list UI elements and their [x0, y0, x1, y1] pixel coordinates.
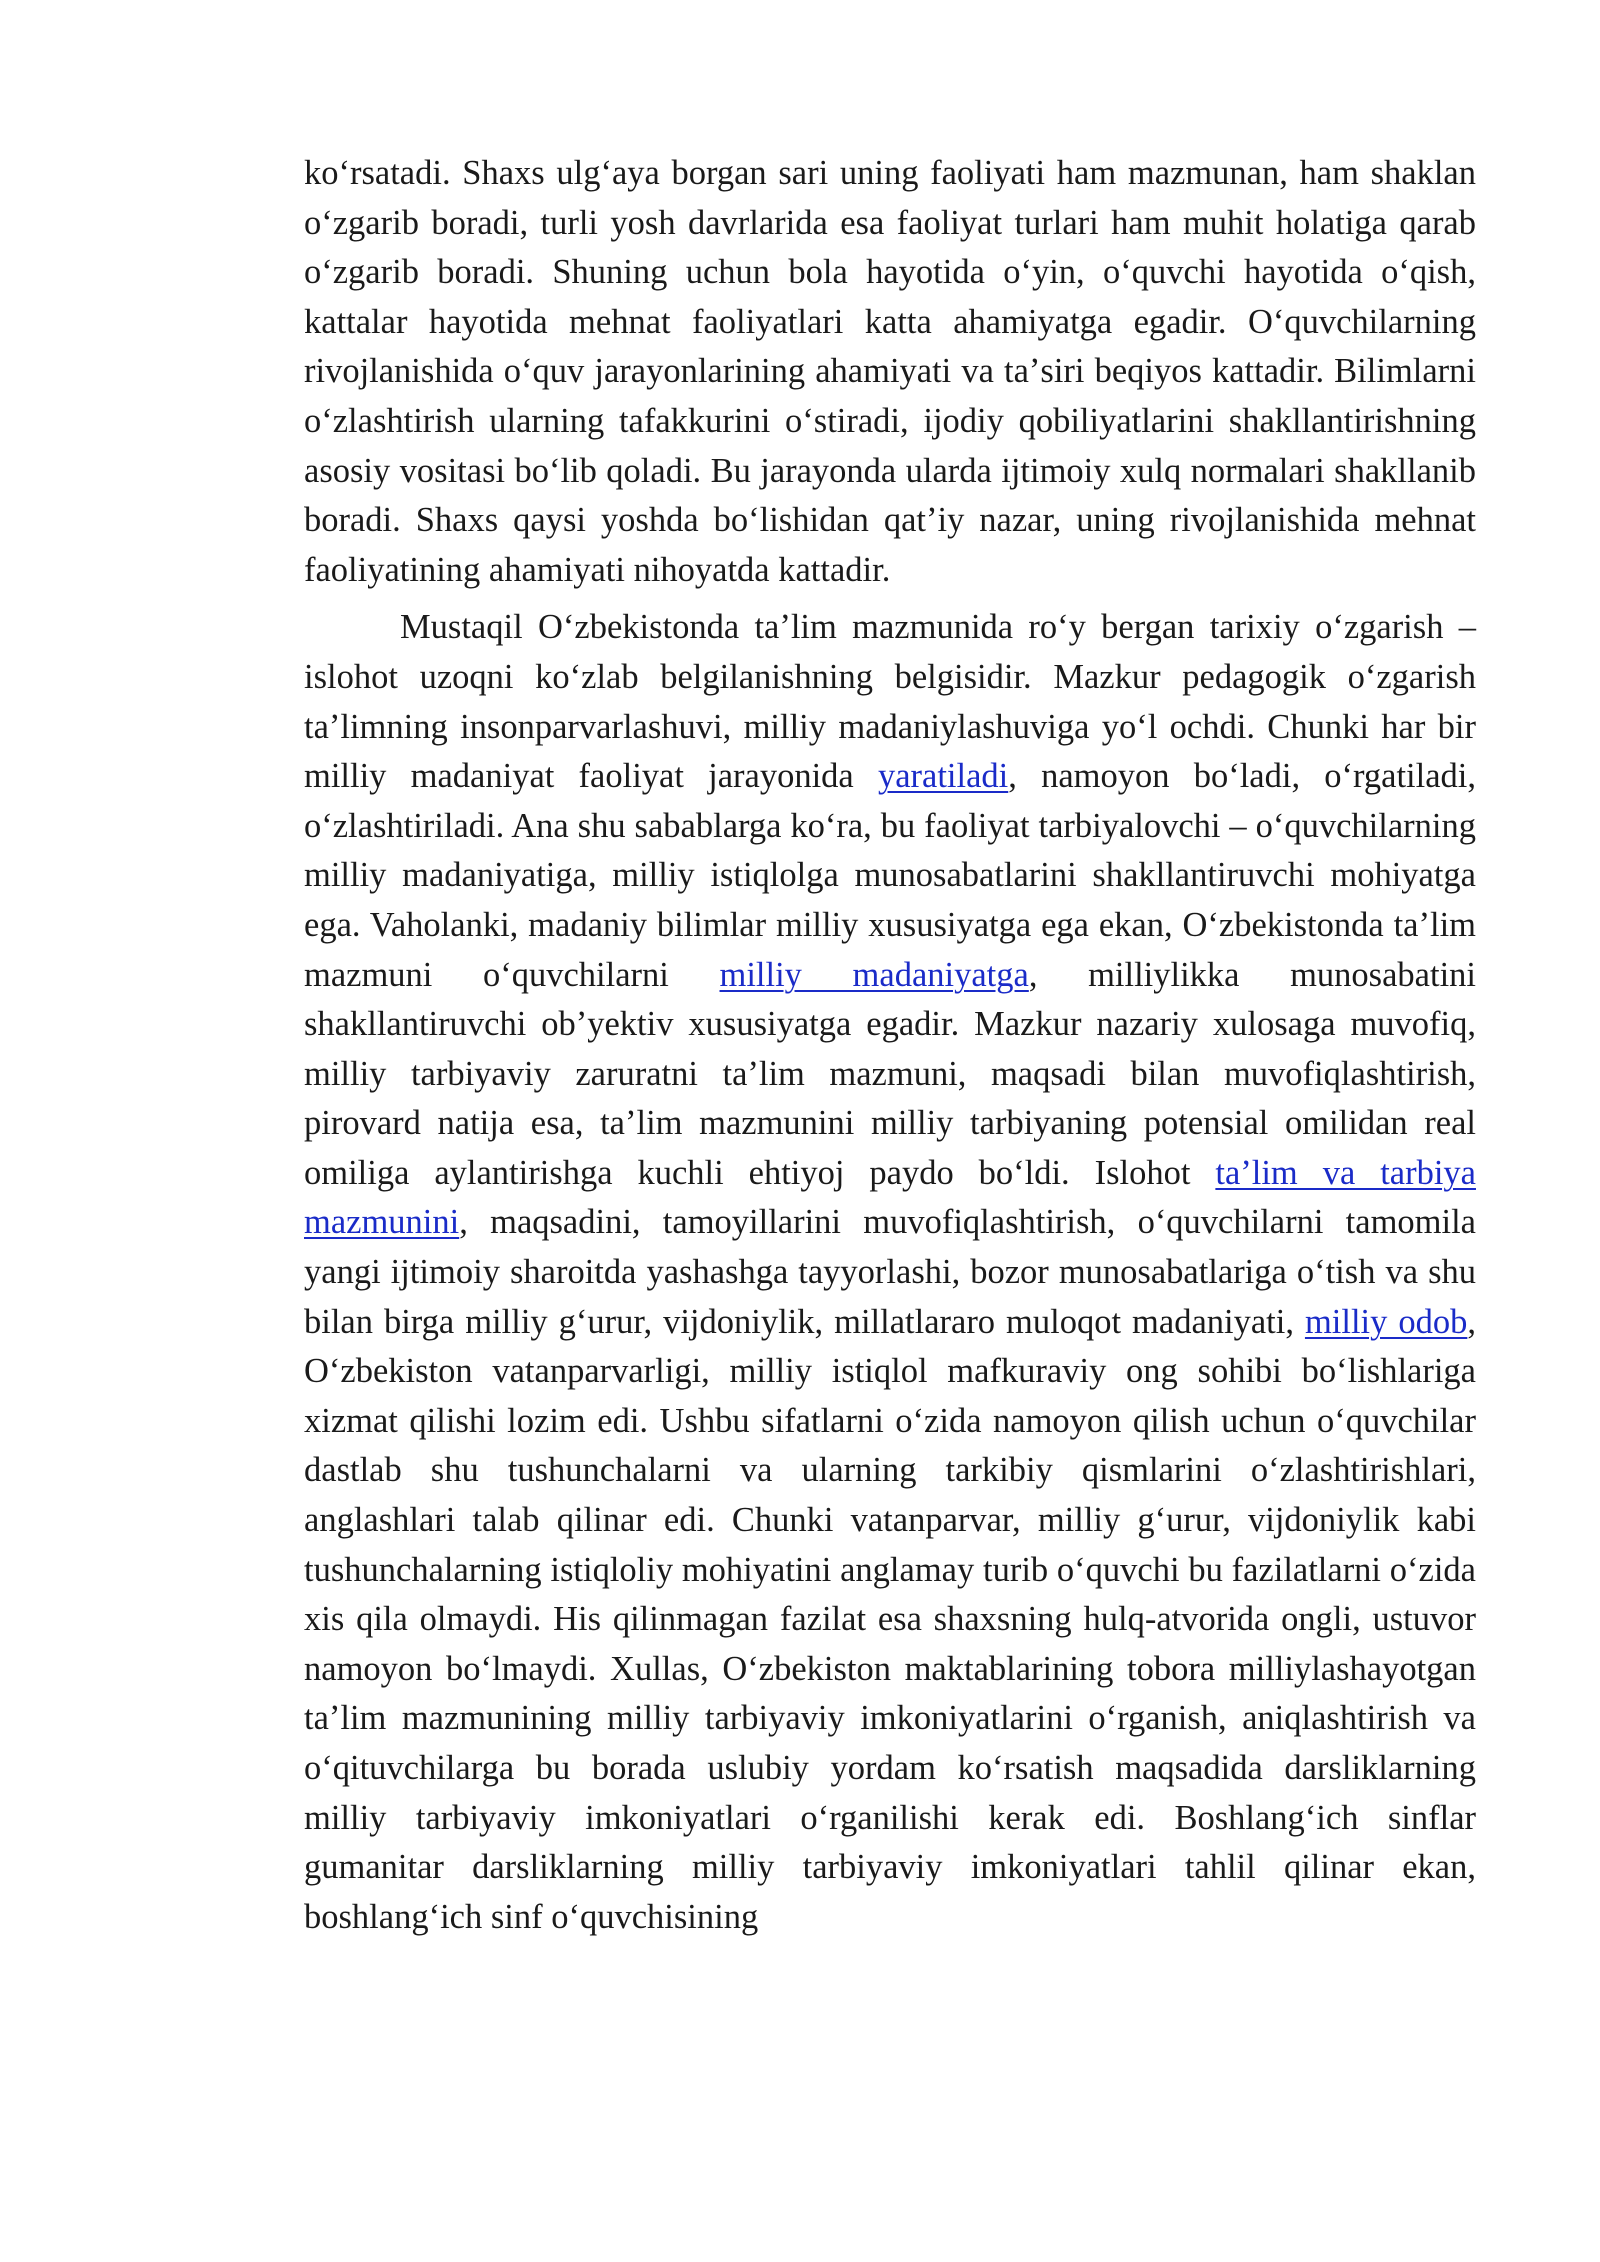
link-talim-va-tarbiya-mazmunini[interactable]: taʼlim va tarbiya mazmunini [304, 1153, 1476, 1242]
paragraph-text: , maqsadini, tamoyillarini muvofiqlashtirish, oʻquvchilarni tamomila yangi ijtimoiy sharoitda yashashga tayyorlashi, bozor munosabatlariga oʻtish va shu bilan birga milliy gʻurur, vijdoniylik, millatlararo muloqot madaniyati, [304, 1203, 1476, 1341]
paragraph-text: , milliylikka munosabatini shakllantiruvchi obʼyektiv xususiyatga egadir. Mazkur nazariy xulosaga muvofiq, milliy tarbiyaviy zaruratni taʼlim mazmuni, maqsadi bilan muvofiqlashtirish, pirovard natija esa, taʼlim mazmunini milliy tarbiyaning potensial omilidan real omiliga aylantirishga kuchli ehtiyoj paydo boʻldi. Islohot [304, 955, 1476, 1192]
paragraph-text: koʻrsatadi. Shaxs ulgʻaya borgan sari uning faoliyati ham mazmunan, ham shaklan oʻzgarib boradi, turli yosh davrlarida esa faoliyat turlari ham muhit holatiga qarab oʻzgarib boradi. Shuning uchun bola hayotida oʻyin, oʻquvchi hayotida oʻqish, kattalar hayotida mehnat faoliyatlari katta ahamiyatga egadir. Oʻquvchilarning rivojlanishida oʻquv jarayonlarining ahamiyati va taʼsiri beqiyos kattadir. Bilimlarni oʻzlashtirish ularning tafakkurini oʻstiradi, ijodiy qobiliyatlarini shakllantirishning asosiy vositasi boʻlib qoladi. Bu jarayonda ularda ijtimoiy xulq normalari shakllanib boradi. Shaxs qaysi yoshda boʻlishidan qatʼiy nazar, uning rivojlanishida mehnat faoliyatining ahamiyati nihoyatda kattadir. [304, 154, 1476, 589]
link-yaratiladi[interactable]: yaratiladi [877, 757, 1009, 796]
paragraph-text: , namoyon boʻladi, oʻrgatiladi, oʻzlashtiriladi. Ana shu sabablarga koʻra, bu faoliyat tarbiyalovchi – oʻquvchilarning milliy madaniyatiga, milliy istiqlolga munosabatlarini shakllantiruvchi mohiyatga ega. Vaholanki, madaniy bilimlar milliy xususiyatga ega ekan, Oʻzbekistonda taʼlim mazmuni oʻquvchilarni [304, 757, 1476, 994]
document-page [304, 149, 1476, 1942]
link-milliy-odob[interactable]: milliy odob [1304, 1302, 1468, 1341]
paragraph [304, 149, 1476, 595]
link-milliy-madaniyatga[interactable]: milliy madaniyatga [719, 955, 1029, 994]
paragraph-text: , Oʻzbekiston vatanparvarligi, milliy istiqlol mafkuraviy ong sohibi boʻlishlariga xizmat qilishi lozim edi. Ushbu sifatlarni oʻzida namoyon qilish uchun oʻquvchilar dastlab shu tushunchalarni va ularning tarkibiy qismlarini oʻzlashtirishlari, anglashlari talab qilinar edi. Chunki vatanparvar, milliy gʻurur, vijdoniylik kabi tushunchalarning istiqloliy mohiyatini anglamay turib oʻquvchi bu fazilatlarni oʻzida xis qila olmaydi. His qilinmagan fazilat esa shaxsning hulq-atvorida ongli, ustuvor namoyon boʻlmaydi. Xullas, Oʻzbekiston maktablarining tobora milliylashayotgan taʼlim mazmunining milliy tarbiyaviy imkoniyatlarini oʻrganish, aniqlashtirish va oʻqituvchilarga bu borada uslubiy yordam koʻrsatish maqsadida darsliklarning milliy tarbiyaviy imkoniyatlari oʻrganilishi kerak edi. Boshlangʻich sinflar gumanitar darsliklarning milliy tarbiyaviy imkoniyatlari tahlil qilinar ekan, boshlangʻich sinf oʻquvchisining [304, 1302, 1476, 1936]
paragraph-text: Mustaqil Oʻzbekistonda taʼlim mazmunida roʻy bergan tarixiy oʻzgarish – islohot uzoqni koʻzlab belgilanishning belgisidir. Mazkur pedagogik oʻzgarish taʼlimning insonparvarlashuvi, milliy madaniylashuviga yoʻl ochdi. Chunki har bir milliy madaniyat faoliyat jarayonida [304, 608, 1476, 796]
paragraph [304, 603, 1476, 1942]
